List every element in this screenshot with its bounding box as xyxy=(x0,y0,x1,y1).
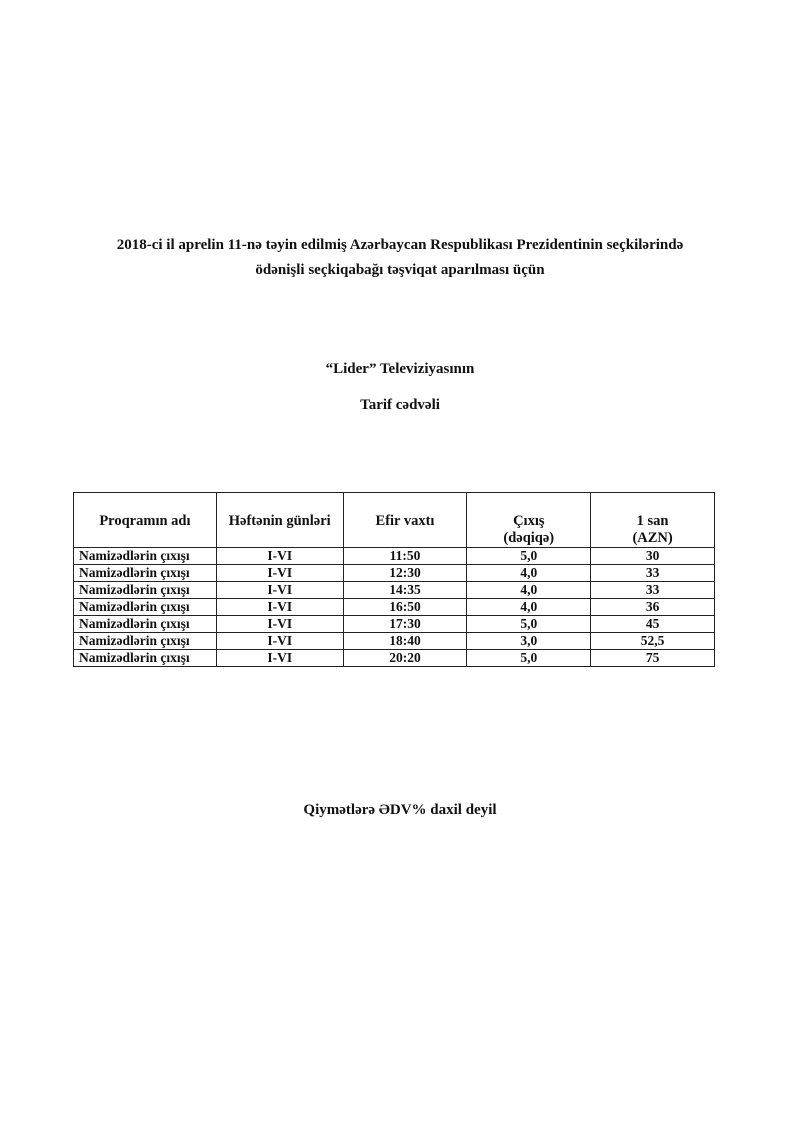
table-header-row xyxy=(74,493,715,548)
table-row xyxy=(74,599,715,616)
header-air-time: Efir vaxtı xyxy=(343,493,467,548)
cell-duration: 5,0 xyxy=(467,548,591,565)
header-program-name: Proqramın adı xyxy=(74,493,217,548)
cell-price: 33 xyxy=(591,565,715,582)
cell-duration: 4,0 xyxy=(467,582,591,599)
table-row xyxy=(74,582,715,599)
cell-days: I-VI xyxy=(216,633,343,650)
schedule-title: Tarif cədvəli xyxy=(360,397,440,413)
cell-duration: 5,0 xyxy=(467,650,591,667)
cell-days: I-VI xyxy=(216,582,343,599)
intro-title-line-2: ödənişli seçkiqabağı təşviqat aparılması üçün xyxy=(255,262,545,278)
table-row xyxy=(74,650,715,667)
intro-title-line-1: 2018-ci il aprelin 11-nə təyin edilmiş Azərbaycan Respublikası Prezidentinin seçkilərində xyxy=(116,237,684,253)
cell-days: I-VI xyxy=(216,599,343,616)
cell-days: I-VI xyxy=(216,616,343,633)
cell-days: I-VI xyxy=(216,650,343,667)
cell-program: Namizədlərin çıxışı xyxy=(74,565,217,582)
table-row xyxy=(74,565,715,582)
header-price-unit: (AZN) xyxy=(632,530,673,546)
cell-time: 14:35 xyxy=(343,582,467,599)
cell-days: I-VI xyxy=(216,548,343,565)
table-body xyxy=(74,548,715,667)
header-duration-unit: (dəqiqə) xyxy=(503,530,555,546)
cell-price: 36 xyxy=(591,599,715,616)
cell-program: Namizədlərin çıxışı xyxy=(74,548,217,565)
cell-program: Namizədlərin çıxışı xyxy=(74,599,217,616)
cell-time: 17:30 xyxy=(343,616,467,633)
cell-price: 33 xyxy=(591,582,715,599)
table-row xyxy=(74,616,715,633)
cell-program: Namizədlərin çıxışı xyxy=(74,650,217,667)
cell-duration: 5,0 xyxy=(467,616,591,633)
cell-duration: 4,0 xyxy=(467,565,591,582)
cell-price: 75 xyxy=(591,650,715,667)
cell-program: Namizədlərin çıxışı xyxy=(74,582,217,599)
cell-time: 11:50 xyxy=(343,548,467,565)
cell-time: 16:50 xyxy=(343,599,467,616)
cell-price: 52,5 xyxy=(591,633,715,650)
header-duration xyxy=(467,493,591,548)
cell-program: Namizədlərin çıxışı xyxy=(74,616,217,633)
cell-days: I-VI xyxy=(216,565,343,582)
cell-duration: 4,0 xyxy=(467,599,591,616)
header-price xyxy=(591,493,715,548)
table-row xyxy=(74,548,715,565)
cell-time: 18:40 xyxy=(343,633,467,650)
cell-duration: 3,0 xyxy=(467,633,591,650)
header-price-label: 1 san xyxy=(636,513,669,529)
cell-price: 45 xyxy=(591,616,715,633)
tariff-table xyxy=(73,492,715,667)
header-weekdays: Həftənin günləri xyxy=(216,493,343,548)
company-name: “Lider” Televiziyasının xyxy=(325,361,475,377)
cell-time: 12:30 xyxy=(343,565,467,582)
vat-note: Qiymətlərə ƏDV% daxil deyil xyxy=(303,802,497,818)
cell-program: Namizədlərin çıxışı xyxy=(74,633,217,650)
header-duration-label: Çıxış xyxy=(513,513,545,529)
cell-time: 20:20 xyxy=(343,650,467,667)
cell-price: 30 xyxy=(591,548,715,565)
table-row xyxy=(74,633,715,650)
